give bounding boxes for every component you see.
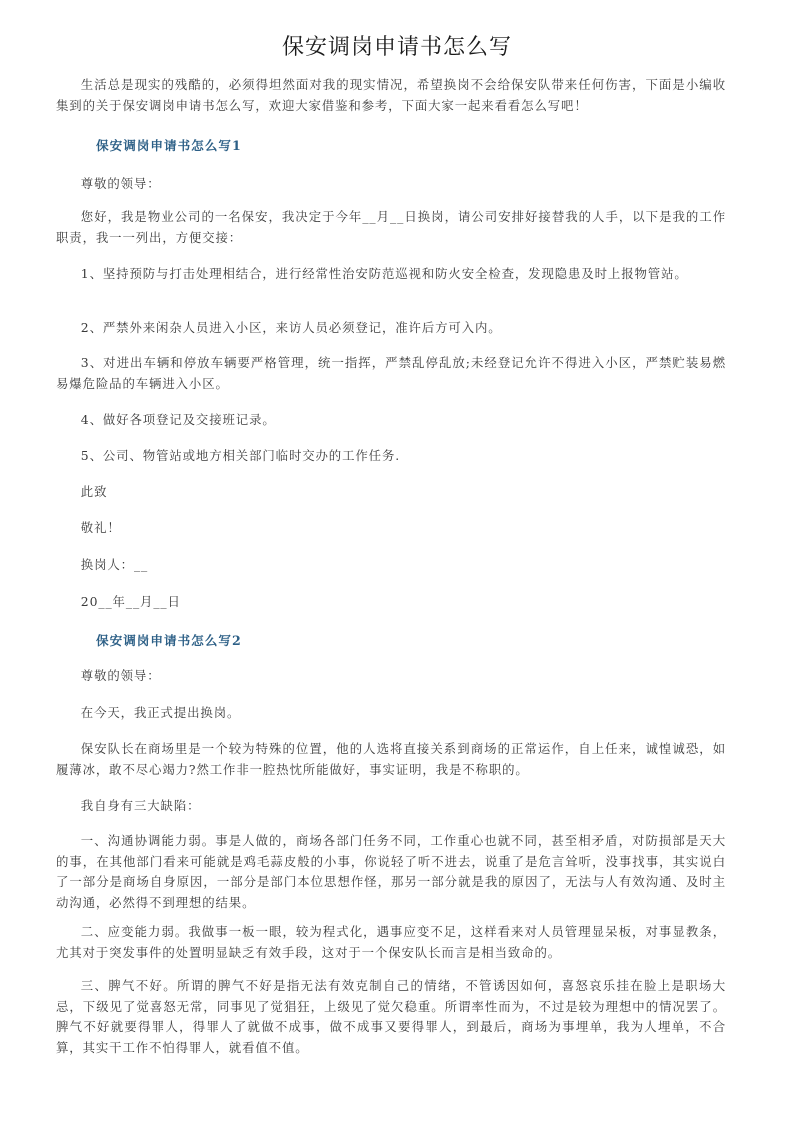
- section-heading-2: 保安调岗申请书怎么写2: [96, 633, 242, 648]
- paragraph: 4、做好各项登记及交接班记录。: [80, 412, 276, 427]
- paragraph: 尊敬的领导：: [80, 176, 161, 191]
- paragraph: 5、公司、物管站或地方相关部门临时交办的工作任务.: [80, 448, 401, 463]
- paragraph: 我自身有三大缺陷：: [80, 798, 201, 813]
- paragraph: 1、坚持预防与打击处理相结合，进行经常性治安防范巡视和防火安全检查，发现隐患及时上报物管站。: [80, 266, 688, 281]
- paragraph: 一、沟通协调能力弱。事是人做的，商场各部门任务不同，工作重心也就不同，甚至相矛盾，对防损部是天大的事，在其他部门看来可能就是鸡毛蒜皮般的小事，你说轻了听不进去，说重了是危言耸听，没事找事，其实说白了一部分是商场自身原因，一部分是部门本位思想作怪，那另一部分就是我的原因了，无法与人有效沟通、及时主动沟通，必然得不到理想的结果。: [56, 833, 726, 910]
- intro-paragraph: 生活总是现实的残酷的，必须得坦然面对我的现实情况，希望换岗不会给保安队带来任何伤害，下面是小编收集到的关于保安调岗申请书怎么写，欢迎大家借鉴和参考，下面大家一起来看看怎么写吧！: [56, 77, 726, 113]
- closing-line: 此致: [80, 484, 108, 499]
- paragraph: 三、脾气不好。所谓的脾气不好是指无法有效克制自己的情绪，不管诱因如何，喜怒哀乐挂在脸上是职场大忌，下级见了觉喜怒无常，同事见了觉猖狂，上级见了觉欠稳重。所谓率性而为，不过是较为理想中的情况罢了。脾气不好就要得罪人，得罪人了就做不成事，做不成事又要得罪人，到最后，商场为事埋单，我为人埋单，不合算，其实干工作不怕得罪人，就看值不值。: [56, 978, 726, 1055]
- paragraph: 在今天，我正式提出换岗。: [80, 705, 241, 720]
- document-title: 保安调岗申请书怎么写: [281, 35, 512, 60]
- paragraph: 尊敬的领导：: [80, 668, 161, 683]
- signature-line: 换岗人：__: [80, 557, 149, 572]
- closing-salutation: 敬礼！: [80, 520, 121, 535]
- paragraph: 保安队长在商场里是一个较为特殊的位置，他的人选将直接关系到商场的正常运作，自上任来，诚惶诚恐，如履薄冰，敢不尽心竭力?然工作非一腔热忱所能做好，事实证明，我是不称职的。: [56, 741, 726, 777]
- section-heading-1: 保安调岗申请书怎么写1: [96, 138, 242, 153]
- date-line: 20__年__月__日: [80, 594, 181, 609]
- paragraph: 3、对进出车辆和停放车辆要严格管理，统一指挥，严禁乱停乱放;未经登记允许不得进入小区，严禁贮装易燃易爆危险品的车辆进入小区。: [56, 355, 726, 391]
- paragraph: 2、严禁外来闲杂人员进入小区，来访人员必须登记，准许后方可入内。: [80, 320, 502, 335]
- paragraph: 二、应变能力弱。我做事一板一眼，较为程式化，遇事应变不足，这样看来对人员管理显呆板，对事显教条，尤其对于突发事件的处置明显缺乏有效手段，这对于一个保安队长而言是相当致命的。: [56, 924, 726, 960]
- paragraph: 您好，我是物业公司的一名保安，我决定于今年__月__日换岗，请公司安排好接替我的人手，以下是我的工作职责，我一一列出，方便交接：: [56, 209, 726, 245]
